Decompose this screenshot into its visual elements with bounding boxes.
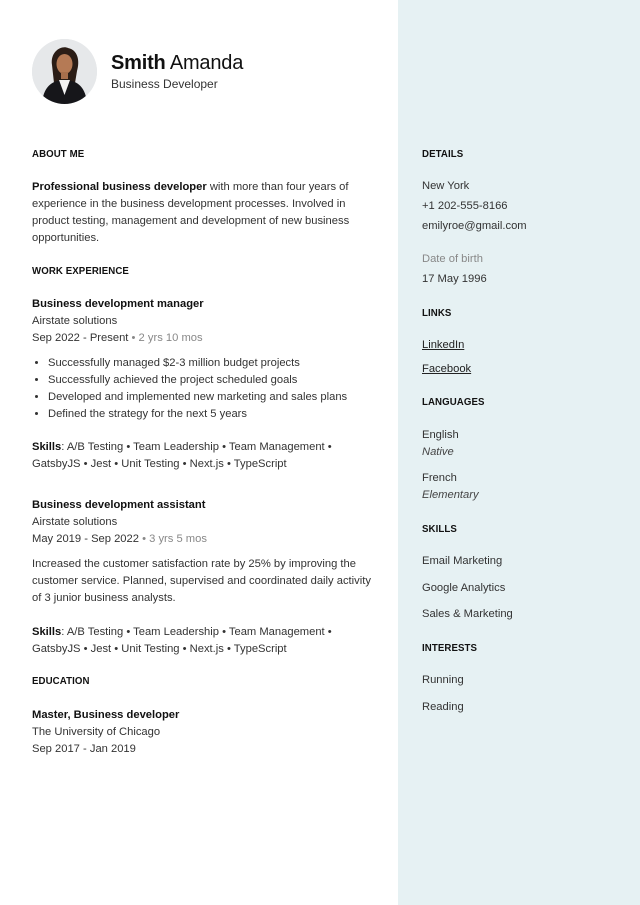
- link-linkedin[interactable]: LinkedIn: [422, 339, 465, 351]
- about-heading: ABOUT ME: [32, 148, 85, 160]
- skills-label: Skills: [32, 626, 62, 638]
- skill-item: Google Analytics: [422, 582, 506, 594]
- job-title-1: Business development manager: [32, 298, 204, 310]
- education-dates: Sep 2017 - Jan 2019: [32, 743, 136, 755]
- languages-heading: LANGUAGES: [422, 396, 485, 408]
- interest-item: Running: [422, 674, 464, 686]
- about-text: [32, 179, 372, 247]
- job-skills-1: [32, 439, 372, 473]
- job-dates-1: [32, 330, 203, 347]
- education-school: The University of Chicago: [32, 726, 161, 738]
- avatar-photo: [32, 39, 97, 104]
- link-facebook[interactable]: Facebook: [422, 363, 472, 375]
- about-body: with more than four years of experience in the business development processes. Involved in product testing, management and development of new business opportunities.: [32, 181, 350, 244]
- skills-list: : A/B Testing • Team Leadership • Team Management • GatsbyJS • Jest • Unit Testing • Next.js • TypeScript: [32, 626, 332, 655]
- list-item: • Successfully achieved the project scheduled goals: [48, 372, 388, 389]
- dob-value: 17 May 1996: [422, 273, 487, 285]
- list-item: • Defined the strategy for the next 5 years: [48, 406, 388, 423]
- job-dates-2: [32, 531, 207, 548]
- full-name: [111, 52, 243, 75]
- skills-heading: SKILLS: [422, 523, 457, 535]
- dob-label: Date of birth: [422, 253, 483, 265]
- job-bullets-1: [32, 355, 388, 423]
- list-item: • Successfully managed $2-3 million budget projects: [48, 355, 388, 372]
- job-title-2: Business development assistant: [32, 499, 206, 511]
- about-lead: Professional business developer: [32, 181, 207, 193]
- details-heading: DETAILS: [422, 148, 464, 160]
- details-city: New York: [422, 180, 470, 192]
- list-item: • Developed and implemented new marketing and sales plans: [48, 389, 388, 406]
- work-heading: WORK EXPERIENCE: [32, 265, 129, 277]
- skill-item: Email Marketing: [422, 555, 503, 567]
- last-name: Smith: [111, 52, 166, 74]
- avatar: [32, 39, 97, 104]
- links-heading: LINKS: [422, 307, 452, 319]
- first-name: Amanda: [169, 52, 244, 74]
- details-email: emilyroe@gmail.com: [422, 220, 527, 232]
- language-french: French: [422, 472, 457, 484]
- language-french-level: Elementary: [422, 489, 479, 501]
- skill-item: Sales & Marketing: [422, 608, 513, 620]
- job-duration-2: • 3 yrs 5 mos: [138, 533, 207, 545]
- education-degree: Master, Business developer: [32, 709, 180, 721]
- job-skills-2: [32, 624, 372, 658]
- language-english-level: Native: [422, 446, 454, 458]
- skills-list: : A/B Testing • Team Leadership • Team Management • GatsbyJS • Jest • Unit Testing • Next.js • TypeScript: [32, 441, 332, 470]
- job-dates-1-range: Sep 2022 - Present: [32, 332, 129, 344]
- language-english: English: [422, 429, 459, 441]
- interests-heading: INTERESTS: [422, 642, 478, 654]
- job-company-2: Airstate solutions: [32, 516, 118, 528]
- job-description-2: Increased the customer satisfaction rate by 25% by improving the customer service. Planned, supervised and coordinated daily activity of 3 junior business analysts.: [32, 558, 371, 604]
- skills-label: Skills: [32, 441, 62, 453]
- job-title: Business Developer: [111, 77, 218, 91]
- education-heading: EDUCATION: [32, 675, 90, 687]
- job-dates-2-range: May 2019 - Sep 2022: [32, 533, 139, 545]
- job-company-1: Airstate solutions: [32, 315, 118, 327]
- job-duration-1: • 2 yrs 10 mos: [128, 332, 203, 344]
- interest-item: Reading: [422, 701, 464, 713]
- details-phone: +1 202-555-8166: [422, 200, 508, 212]
